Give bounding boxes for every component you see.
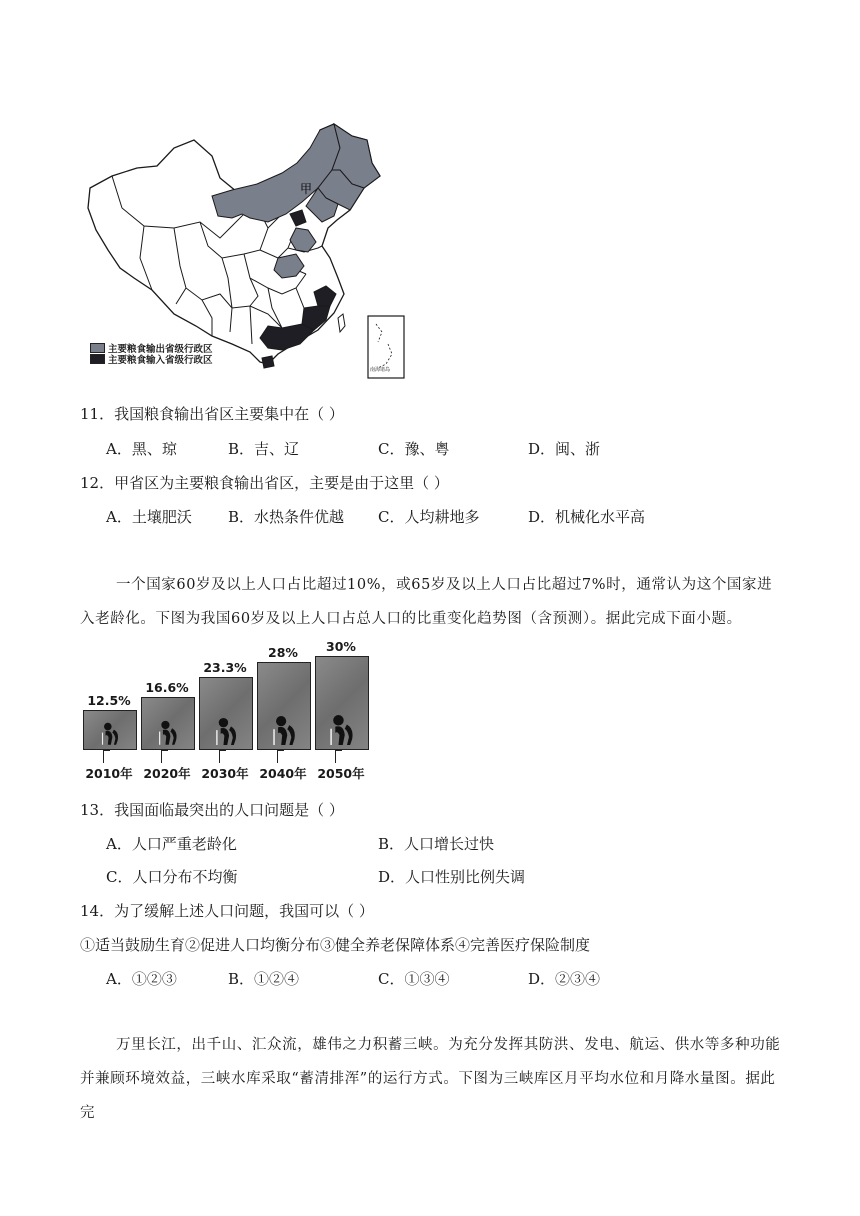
passage-aging: 一个国家60岁及以上人口占比超过10%，或65岁及以上人口占比超过7%时，通常认为这个国家进入老龄化。下图为我国60岁及以上人口占总人口的比重变化趋势图（含预测）。据此完成下面小题。 [80, 577, 773, 627]
bar-tick [277, 750, 284, 763]
bar-2010年 [83, 710, 137, 750]
q14-stem: 14．为了缓解上述人口问题，我国可以（ ） [80, 902, 374, 920]
q11-option-b[interactable]: B．吉、辽 [228, 440, 300, 458]
q11-option-c[interactable]: C．豫、粤 [378, 440, 450, 458]
q11-stem: 11．我国粮食输出省区主要集中在（ ） [80, 405, 344, 423]
q12-stem: 12．甲省区为主要粮食输出省区，主要是由于这里（ ） [80, 474, 449, 492]
bar-year-label: 2050年 [317, 766, 365, 781]
passage-three-gorges: 万里长江，出千山、汇众流，雄伟之力积蓄三峡。为充分发挥其防洪、发电、航运、供水等多种功能并兼顾环境效益，三峡水库采取“蓄清排浑”的运行方式。下图为三峡库区月平均水位和月降水量图。据此完 [80, 1037, 781, 1121]
bar-tick [335, 750, 342, 763]
legend-input-swatch [90, 354, 105, 364]
bar-value-label: 23.3% [203, 660, 247, 675]
elderly-figure-icon [272, 715, 298, 750]
q13-option-a[interactable]: A．人口严重老龄化 [106, 835, 237, 853]
bar-value-label: 12.5% [87, 693, 131, 708]
q13-stem: 13．我国面临最突出的人口问题是（ ） [80, 801, 344, 819]
elderly-figure-icon [158, 720, 179, 749]
elderly-figure-icon [101, 722, 121, 749]
q14-statements: ①适当鼓励生育②促进人口均衡分布③健全养老保障体系④完善医疗保险制度 [80, 936, 591, 954]
bar-2030年 [199, 677, 253, 750]
bar-tick [161, 750, 168, 763]
elderly-figure-icon [329, 714, 356, 750]
q13-option-c[interactable]: C．人口分布不均衡 [106, 868, 238, 886]
q12-option-d[interactable]: D．机械化水平高 [528, 508, 646, 526]
bar-value-label: 30% [326, 639, 356, 654]
bar-year-label: 2030年 [201, 766, 249, 781]
q14-option-c[interactable]: C．①③④ [378, 970, 450, 988]
q12-option-c[interactable]: C．人均耕地多 [378, 508, 480, 526]
q11-option-a[interactable]: A．黑、琼 [106, 440, 177, 458]
q14-option-b[interactable]: B．①②④ [228, 970, 300, 988]
q14-option-d[interactable]: D．②③④ [528, 970, 601, 988]
bar-value-label: 16.6% [145, 680, 189, 695]
region-label-jia: 甲 [300, 182, 313, 196]
bar-2040年 [257, 662, 311, 750]
china-grain-map [82, 118, 412, 380]
region-hainan [262, 356, 274, 368]
bar-tick [103, 750, 110, 763]
q14-option-a[interactable]: A．①②③ [106, 970, 177, 988]
bar-2050年 [315, 656, 369, 750]
region-taiwan [338, 314, 345, 332]
elderly-figure-icon [215, 717, 239, 749]
bar-value-label: 28% [268, 645, 298, 660]
bar-year-label: 2020年 [143, 766, 191, 781]
q13-option-d[interactable]: D．人口性别比例失调 [378, 868, 526, 886]
q12-option-b[interactable]: B．水热条件优越 [228, 508, 345, 526]
bar-year-label: 2040年 [259, 766, 307, 781]
legend-output-label: 主要粮食输出省级行政区 [108, 343, 213, 355]
q12-option-a[interactable]: A．土壤肥沃 [106, 508, 192, 526]
inset-label: 南海诸岛 [370, 367, 391, 373]
bar-year-label: 2010年 [85, 766, 133, 781]
bar-tick [219, 750, 226, 763]
aging-bar-chart [80, 640, 380, 785]
region-guangdong [260, 324, 314, 350]
bar-2020年 [141, 697, 195, 750]
legend-output-swatch [90, 343, 105, 353]
q13-option-b[interactable]: B．人口增长过快 [378, 835, 495, 853]
q11-option-d[interactable]: D．闽、浙 [528, 440, 601, 458]
map-legend [90, 342, 213, 364]
legend-input [90, 353, 213, 364]
legend-input-label: 主要粮食输入省级行政区 [108, 354, 213, 366]
